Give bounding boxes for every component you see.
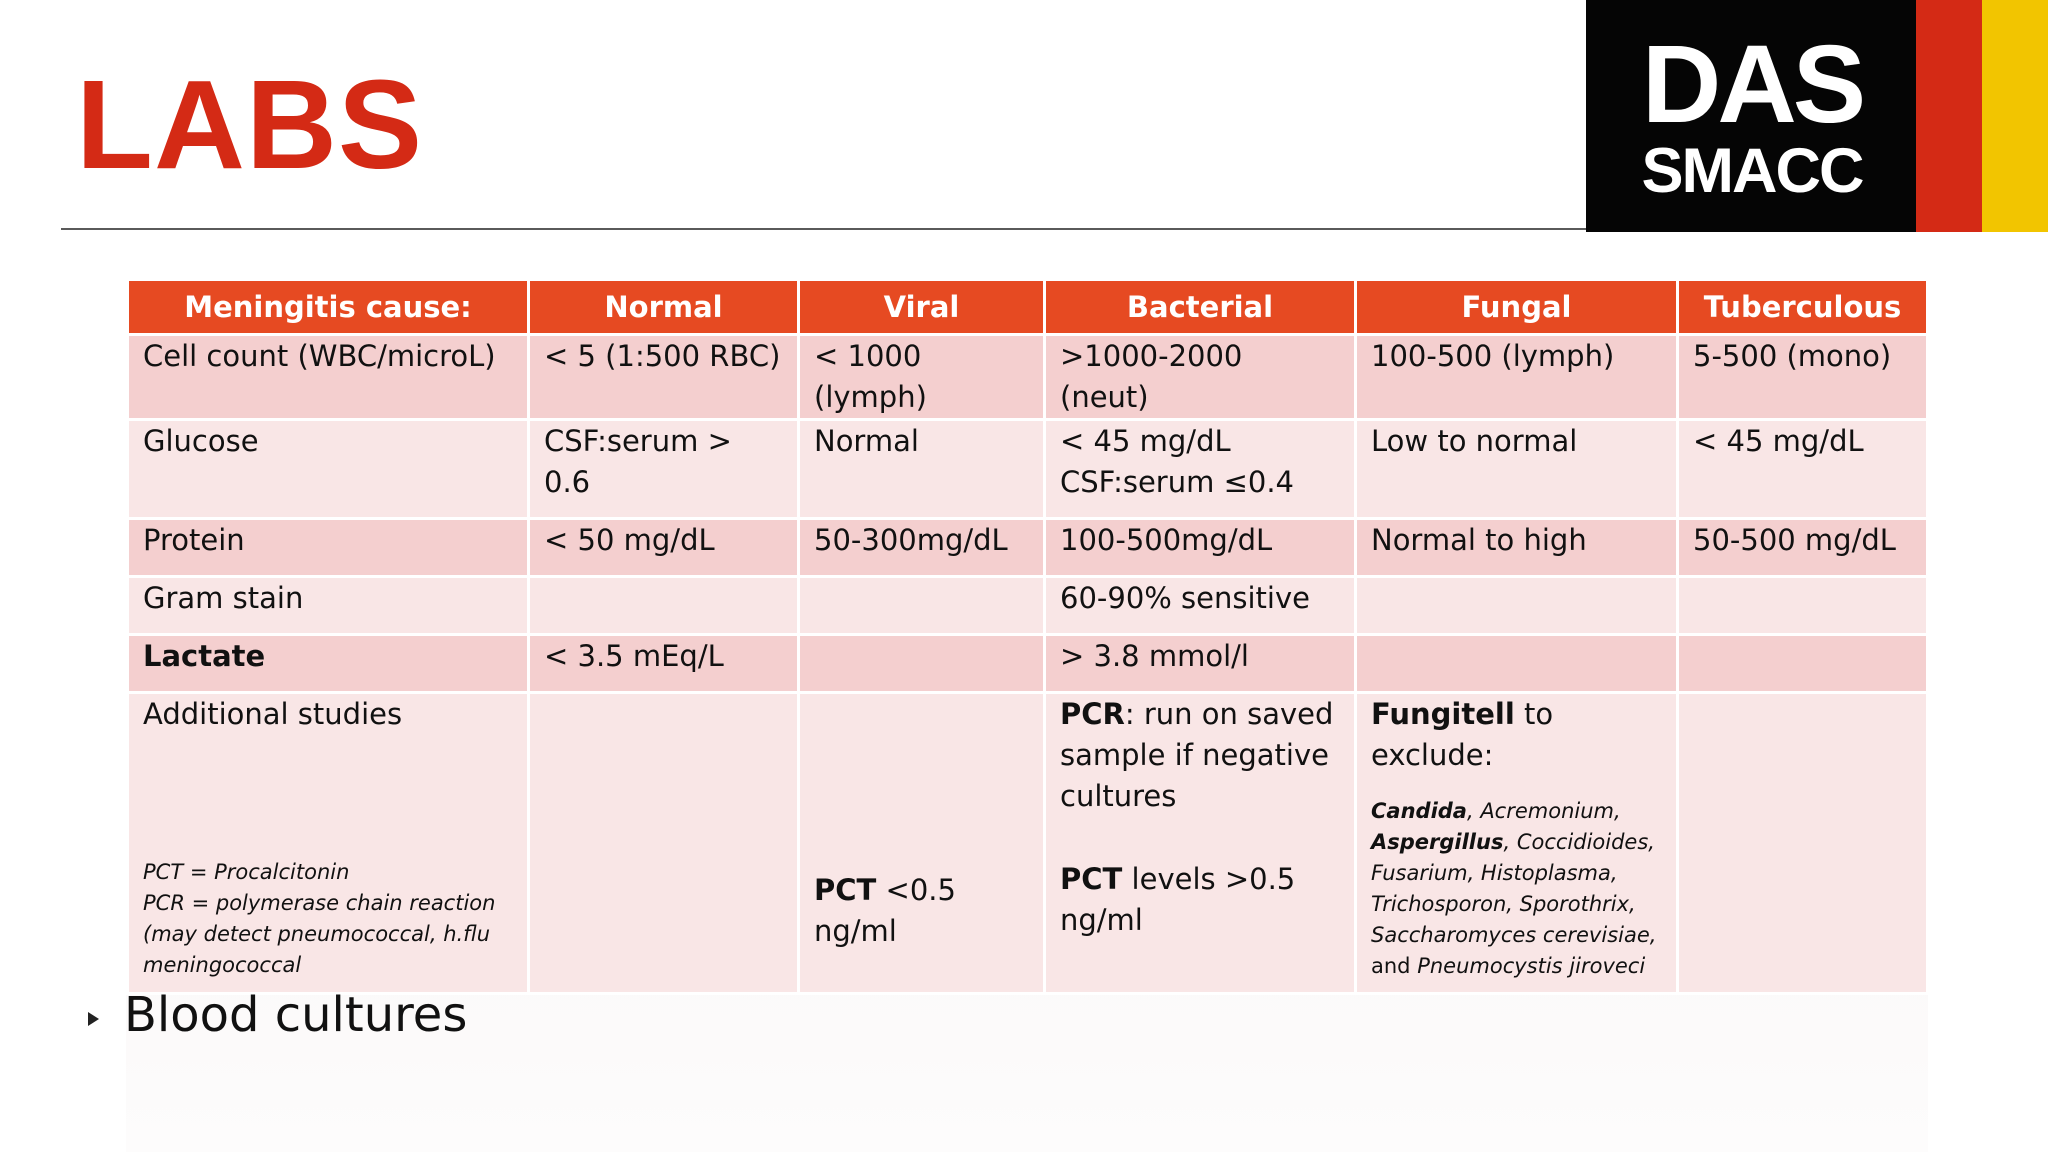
- table-cell: 50-300mg/dL: [799, 519, 1045, 577]
- table-cell: > 3.8 mmol/l: [1045, 635, 1356, 693]
- organism-line: [1371, 796, 1662, 827]
- header-cell: Tuberculous: [1678, 280, 1928, 335]
- table-header-row: [128, 280, 1928, 335]
- title-divider: [61, 228, 1587, 230]
- bullet-text: Blood cultures: [124, 987, 468, 1043]
- organism-text: Pneumocystis jiroveci: [1417, 954, 1646, 978]
- table-row-gram-stain: [128, 577, 1928, 635]
- organism-text: , Coccidioides,: [1503, 830, 1655, 854]
- cell-line: < 45 mg/dL: [1060, 424, 1231, 458]
- additional-studies-label: Additional studies: [143, 697, 403, 731]
- organism-text: , Acremonium,: [1466, 799, 1621, 823]
- triangle-bullet-icon: [88, 1012, 99, 1026]
- table-cell: Normal to high: [1356, 519, 1678, 577]
- bacterial-pcr-text: [1060, 694, 1340, 817]
- organism-line: Fusarium, Histoplasma,: [1371, 861, 1618, 885]
- table-cell: < 5 (1:500 RBC): [529, 335, 799, 420]
- table-row-lactate: [128, 635, 1928, 693]
- row-label: Gram stain: [128, 577, 529, 635]
- fungitell-rest: to exclude:: [1371, 697, 1554, 772]
- fungitell-term: Fungitell: [1371, 697, 1515, 731]
- row-label: Lactate: [128, 635, 529, 693]
- abbreviation-note: [143, 857, 513, 981]
- organism-emphasis: Candida: [1371, 799, 1467, 823]
- organism-line: [1371, 827, 1662, 858]
- organism-and: and: [1371, 954, 1418, 978]
- logo-red-stripe: [1916, 0, 1982, 232]
- table-cell: [529, 693, 799, 994]
- logo-text-das: DAS: [1641, 23, 1863, 146]
- table-cell: [529, 577, 799, 635]
- viral-pct-text: [814, 870, 1029, 952]
- csf-labs-table: [126, 278, 1929, 995]
- table-cell: [1356, 577, 1678, 635]
- table-row-protein: [128, 519, 1928, 577]
- organism-emphasis: Aspergillus: [1371, 830, 1504, 854]
- table-cell: 5-500 (mono): [1678, 335, 1928, 420]
- table-cell: < 50 mg/dL: [529, 519, 799, 577]
- table-cell: Low to normal: [1356, 420, 1678, 519]
- table-cell: 100-500mg/dL: [1045, 519, 1356, 577]
- table-cell: [1678, 635, 1928, 693]
- note-line: PCR = polymerase chain reaction: [143, 891, 496, 915]
- table-row-additional-studies: [128, 693, 1928, 994]
- table-cell: >1000-2000 (neut): [1045, 335, 1356, 420]
- table-cell: [1356, 635, 1678, 693]
- bacterial-pct-text: [1060, 859, 1340, 941]
- header-cell: Meningitis cause:: [128, 280, 529, 335]
- row-label: Cell count (WBC/microL): [128, 335, 529, 420]
- organism-line: Trichosporon, Sporothrix,: [1371, 892, 1636, 916]
- fungitell-text: [1371, 694, 1662, 776]
- header-cell: Viral: [799, 280, 1045, 335]
- note-line: meningococcal: [143, 953, 302, 977]
- header-cell: Normal: [529, 280, 799, 335]
- note-line: PCT = Procalcitonin: [143, 860, 350, 884]
- table-cell: < 3.5 mEq/L: [529, 635, 799, 693]
- table-cell: < 1000 (lymph): [799, 335, 1045, 420]
- table-cell: 60-90% sensitive: [1045, 577, 1356, 635]
- cell-line: CSF:serum ≤0.4: [1060, 465, 1294, 499]
- pcr-description: : run on saved sample if negative cultures: [1060, 697, 1334, 813]
- pct-term: PCT: [1060, 862, 1123, 896]
- table-cell: [1045, 693, 1356, 994]
- table-cell: [799, 635, 1045, 693]
- logo-text-smacc: SMACC: [1641, 136, 1863, 206]
- table-cell: [799, 577, 1045, 635]
- pct-value: levels >0.5 ng/ml: [1060, 862, 1296, 937]
- table-cell: [1356, 693, 1678, 994]
- logo-yellow-stripe: [1982, 0, 2048, 232]
- pcr-term: PCR: [1060, 697, 1125, 731]
- table-cell: [1678, 577, 1928, 635]
- table-cell: [799, 693, 1045, 994]
- header-cell: Fungal: [1356, 280, 1678, 335]
- logo-black-block: [1586, 0, 1916, 232]
- note-line: (may detect pneumococcal, h.flu: [143, 922, 491, 946]
- table-row-cell-count: [128, 335, 1928, 420]
- das-smacc-logo: [1586, 0, 2048, 232]
- table-cell: < 45 mg/dL: [1678, 420, 1928, 519]
- row-label: Protein: [128, 519, 529, 577]
- slide-title: LABS: [76, 54, 423, 195]
- bullet-list-item: [88, 985, 467, 1045]
- table-cell: 100-500 (lymph): [1356, 335, 1678, 420]
- fungal-organism-list: [1371, 796, 1662, 982]
- table-cell: Normal: [799, 420, 1045, 519]
- table-cell: 50-500 mg/dL: [1678, 519, 1928, 577]
- organism-line: Saccharomyces cerevisiae,: [1371, 923, 1657, 947]
- table-cell: CSF:serum > 0.6: [529, 420, 799, 519]
- pct-value: <0.5 ng/ml: [814, 873, 956, 948]
- table-cell: [1045, 420, 1356, 519]
- header-cell: Bacterial: [1045, 280, 1356, 335]
- row-label: [128, 693, 529, 994]
- pct-term: PCT: [814, 873, 877, 907]
- table-cell: [1678, 693, 1928, 994]
- organism-line: [1371, 951, 1662, 982]
- row-label: Glucose: [128, 420, 529, 519]
- table-row-glucose: [128, 420, 1928, 519]
